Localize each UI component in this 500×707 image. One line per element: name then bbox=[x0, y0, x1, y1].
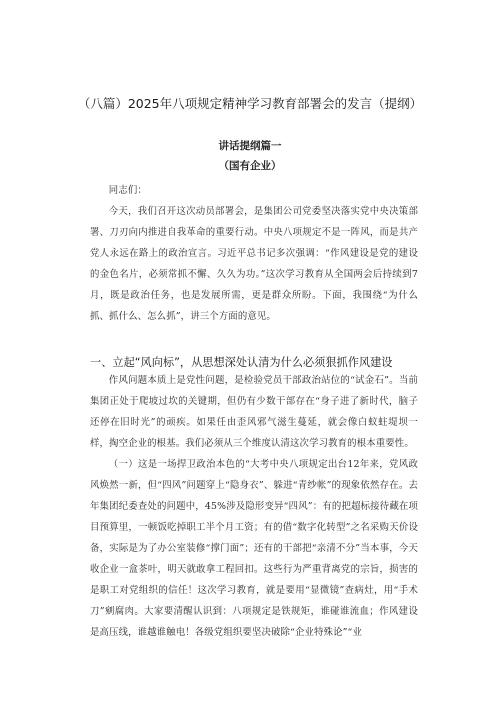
document-subtitle: 讲话提纲篇一 bbox=[218, 140, 282, 152]
salutation-block bbox=[90, 180, 418, 201]
document-org-type: （国有企业） bbox=[218, 160, 282, 172]
section1-para1-block bbox=[90, 370, 418, 454]
document-title: （八篇）2025年八项规定精神学习教育部署会的发言（提纲） bbox=[77, 96, 423, 111]
salutation: 同志们： bbox=[108, 185, 147, 196]
section-heading-1: 一、立起“风向标”，从思想深处认清为什么必须狠抓作风建设 bbox=[90, 356, 393, 369]
opening-paragraph: 今天，我们召开这次动员部署会，是集团公司党委坚决落实党中央决策部署、刀刃向内推进自我革命的重要行动。中央八项规定不是一阵风，而是共产党人永远在路上的政治宣言。习近平总书记多次强调：“作风建设是党的建设的金色名片，必须常抓不懈、久久为功。”这次学习教育从全国两会后持续到7月，既是政治任务，也是发展所需，更是群众所盼。下面，我围绕“为什么抓、抓什么、怎么抓”，讲三个方面的意见。 bbox=[90, 206, 418, 322]
opening-block bbox=[90, 201, 418, 327]
section1-paragraph-1: 作风问题本质上是党性问题，是检验党员干部政治站位的“试金石”。当前集团正处于爬坡过坎的关键期，但仍有少数干部存在“身子进了新时代，脑子还停在旧时光”的顽疾。如果任由歪风邪气滋生蔓延，就会像白蚁蛀堤坝一样，掏空企业的根基。我们必须从三个维度认清这次学习教育的根本重要性。 bbox=[90, 375, 418, 449]
section1-paragraph-2: （一）这是一场捍卫政治本色的“大考中央八项规定出台12年来，党风政风焕然一新，但“四风”问题穿上“隐身衣”、躲进“青纱帐”的现象依然存在。去年集团纪委查处的问题中，45%涉及隐形变异“四风”：有的把超标接待藏在项目预算里，一顿饭吃掉职工半个月工资；有的借“数字化转型”之名采购天价设备，实际是为了办公室装修“撑门面”；还有的干部把“亲清不分”当本事，今天收企业一盒茶叶，明天就敢拿工程回扣。这些行为严重背离党的宗旨，损害的是职工对党组织的信任！这次学习教育，就是要用“显微镜”查病灶，用“手术刀”剜腐肉。大家要清醒认识到：八项规定是铁规矩，谁碰谁流血；作风建设是高压线，谁越谁触电！各级党组织要坚决破除“企业特殊论”“业 bbox=[90, 459, 418, 638]
section1-para2-block bbox=[90, 454, 418, 643]
